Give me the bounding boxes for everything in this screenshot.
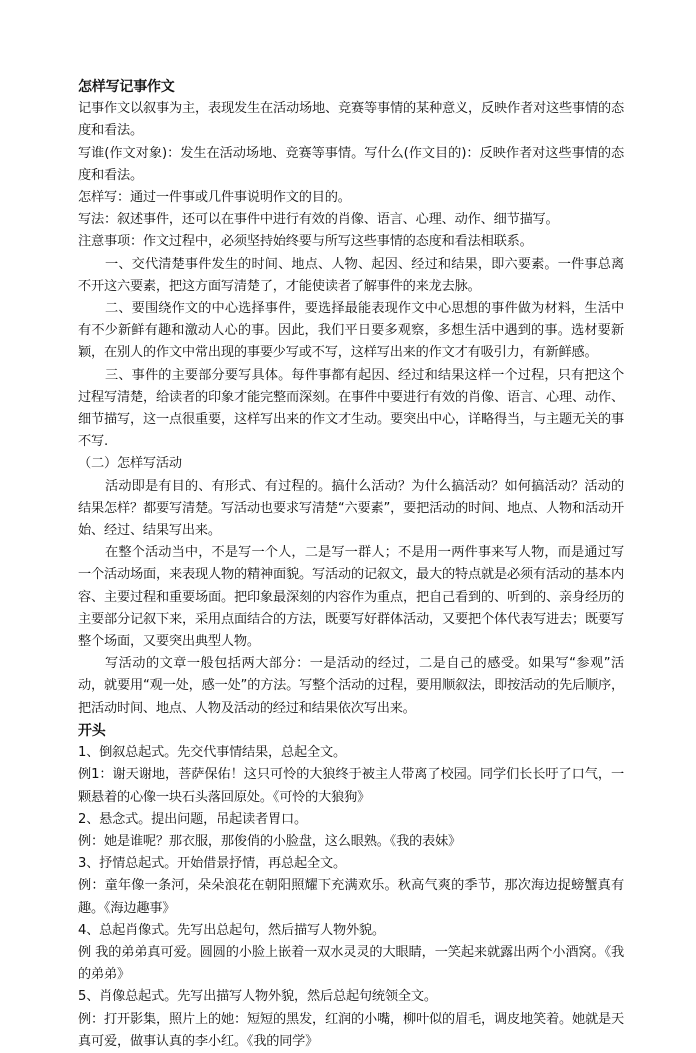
paragraph: 注意事项：作文过程中，必须坚持始终要与所写这些事情的态度和看法相联系。 xyxy=(78,234,533,250)
paragraph: 二、要围绕作文的中心选择事件，要选择最能表现作文中心思想的事件做为材料，生活中有不少新鲜有趣和激动人心的事。因此，我们平日要多观察，多想生活中遇到的事。选材要新颖，在别人的作文中常出现的事要少写或不写，这样写出来的作文才有吸引力，有新鲜感。 xyxy=(78,301,624,361)
list-item: 1、倒叙总起式。先交代事情结果，总起全文。 xyxy=(78,745,346,761)
document-title: 怎样写记事作文 xyxy=(78,79,175,95)
subsection-heading: （二）怎样写活动 xyxy=(78,456,182,472)
paragraph: 活动即是有目的、有形式、有过程的。搞什么活动？为什么搞活动？如何搞活动？活动的结果怎样？都要写清楚。写活动也要求写清楚“六要素”，要把活动的时间、地点、人物和活动开始、经过、结果写出来。 xyxy=(78,478,624,539)
paragraph: 三、事件的主要部分要写具体。每件事都有起因、经过和结果这样一个过程，只有把这个过程写清楚，给读者的印象才能完整而深刻。在事件中要进行有效的肖像、语言、心理、动作、细节描写，这一点很重要，这样写出来的作文才生动。要突出中心，详略得当，与主题无关的事不写. xyxy=(78,367,624,450)
paragraph: 一、交代清楚事件发生的时间、地点、人物、起因、经过和结果，即六要素。一件事总离不开这六要素，把这方面写清楚了，才能使读者了解事件的来龙去脉。 xyxy=(78,256,624,294)
paragraph: 写法：叙述事件，还可以在事件中进行有效的肖像、语言、心理、动作、细节描写。 xyxy=(78,212,559,228)
paragraph: 记事作文以叙事为主，表现发生在活动场地、竞赛等事情的某种意义，反映作者对这些事情的态度和看法。 xyxy=(78,101,624,139)
list-item: 例：童年像一条河，朵朵浪花在朝阳照耀下充满欢乐。秋高气爽的季节，那次海边捉螃蟹真有趣。《海边趣事》 xyxy=(78,878,624,916)
list-item: 3、抒情总起式。开始借景抒情，再总起全文。 xyxy=(78,856,346,872)
list-item: 5、肖像总起式。先写出描写人物外貌，然后总起句统领全文。 xyxy=(78,989,437,1005)
list-item: 例：打开影集，照片上的她：短短的黑发，红润的小嘴，柳叶似的眉毛，调皮地笑着。她就是天真可爱，做事认真的李小红。《我的同学》 xyxy=(78,1011,624,1049)
list-item: 例 我的弟弟真可爱。圆圆的小脸上嵌着一双水灵灵的大眼睛，一笑起来就露出两个小酒窝。《我的弟弟》 xyxy=(78,944,624,983)
section-heading: 开头 xyxy=(78,722,106,739)
document-body xyxy=(78,76,624,1053)
paragraph: 写谁(作文对象)：发生在活动场地、竞赛等事情。写什么(作文目的)：反映作者对这些事情的态度和看法。 xyxy=(78,145,624,183)
list-item: 4、总起肖像式。先写出总起句，然后描写人物外貌。 xyxy=(78,922,385,938)
paragraph: 怎样写：通过一件事或几件事说明作文的目的。 xyxy=(78,190,351,206)
list-item: 例：她是谁呢？那衣服，那俊俏的小脸盘，这么眼熟。《我的表妹》 xyxy=(78,833,462,849)
list-item: 2、悬念式。提出问题，吊起读者胃口。 xyxy=(78,811,307,827)
paragraph: 在整个活动当中，不是写一个人，二是写一群人；不是用一两件事来写人物，而是通过写一个活动场面，来表现人物的精神面貌。写活动的记叙文，最大的特点就是必须有活动的基本内容、主要过程和重要场面。把印象最深刻的内容作为重点，把自己看到的、听到的、亲身经历的主要部分记叙下来，采用点面结合的方法，既要写好群体活动，又要把个体代表写进去；既要写整个场面，又要突出典型人物。 xyxy=(78,545,624,650)
list-item: 例1：谢天谢地，菩萨保佑！这只可怜的大狼终于被主人带离了校园。同学们长长吁了口气，一颗悬着的心像一块石头落回原处。《可怜的大狼狗》 xyxy=(78,767,624,805)
paragraph: 写活动的文章一般包括两大部分：一是活动的经过，二是自己的感受。如果写“参观”活动，就要用“观一处，感一处”的方法。写整个活动的过程，要用顺叙法，即按活动的先后顺序，把活动时间、地点、人物及活动的经过和结果依次写出来。 xyxy=(78,656,624,716)
